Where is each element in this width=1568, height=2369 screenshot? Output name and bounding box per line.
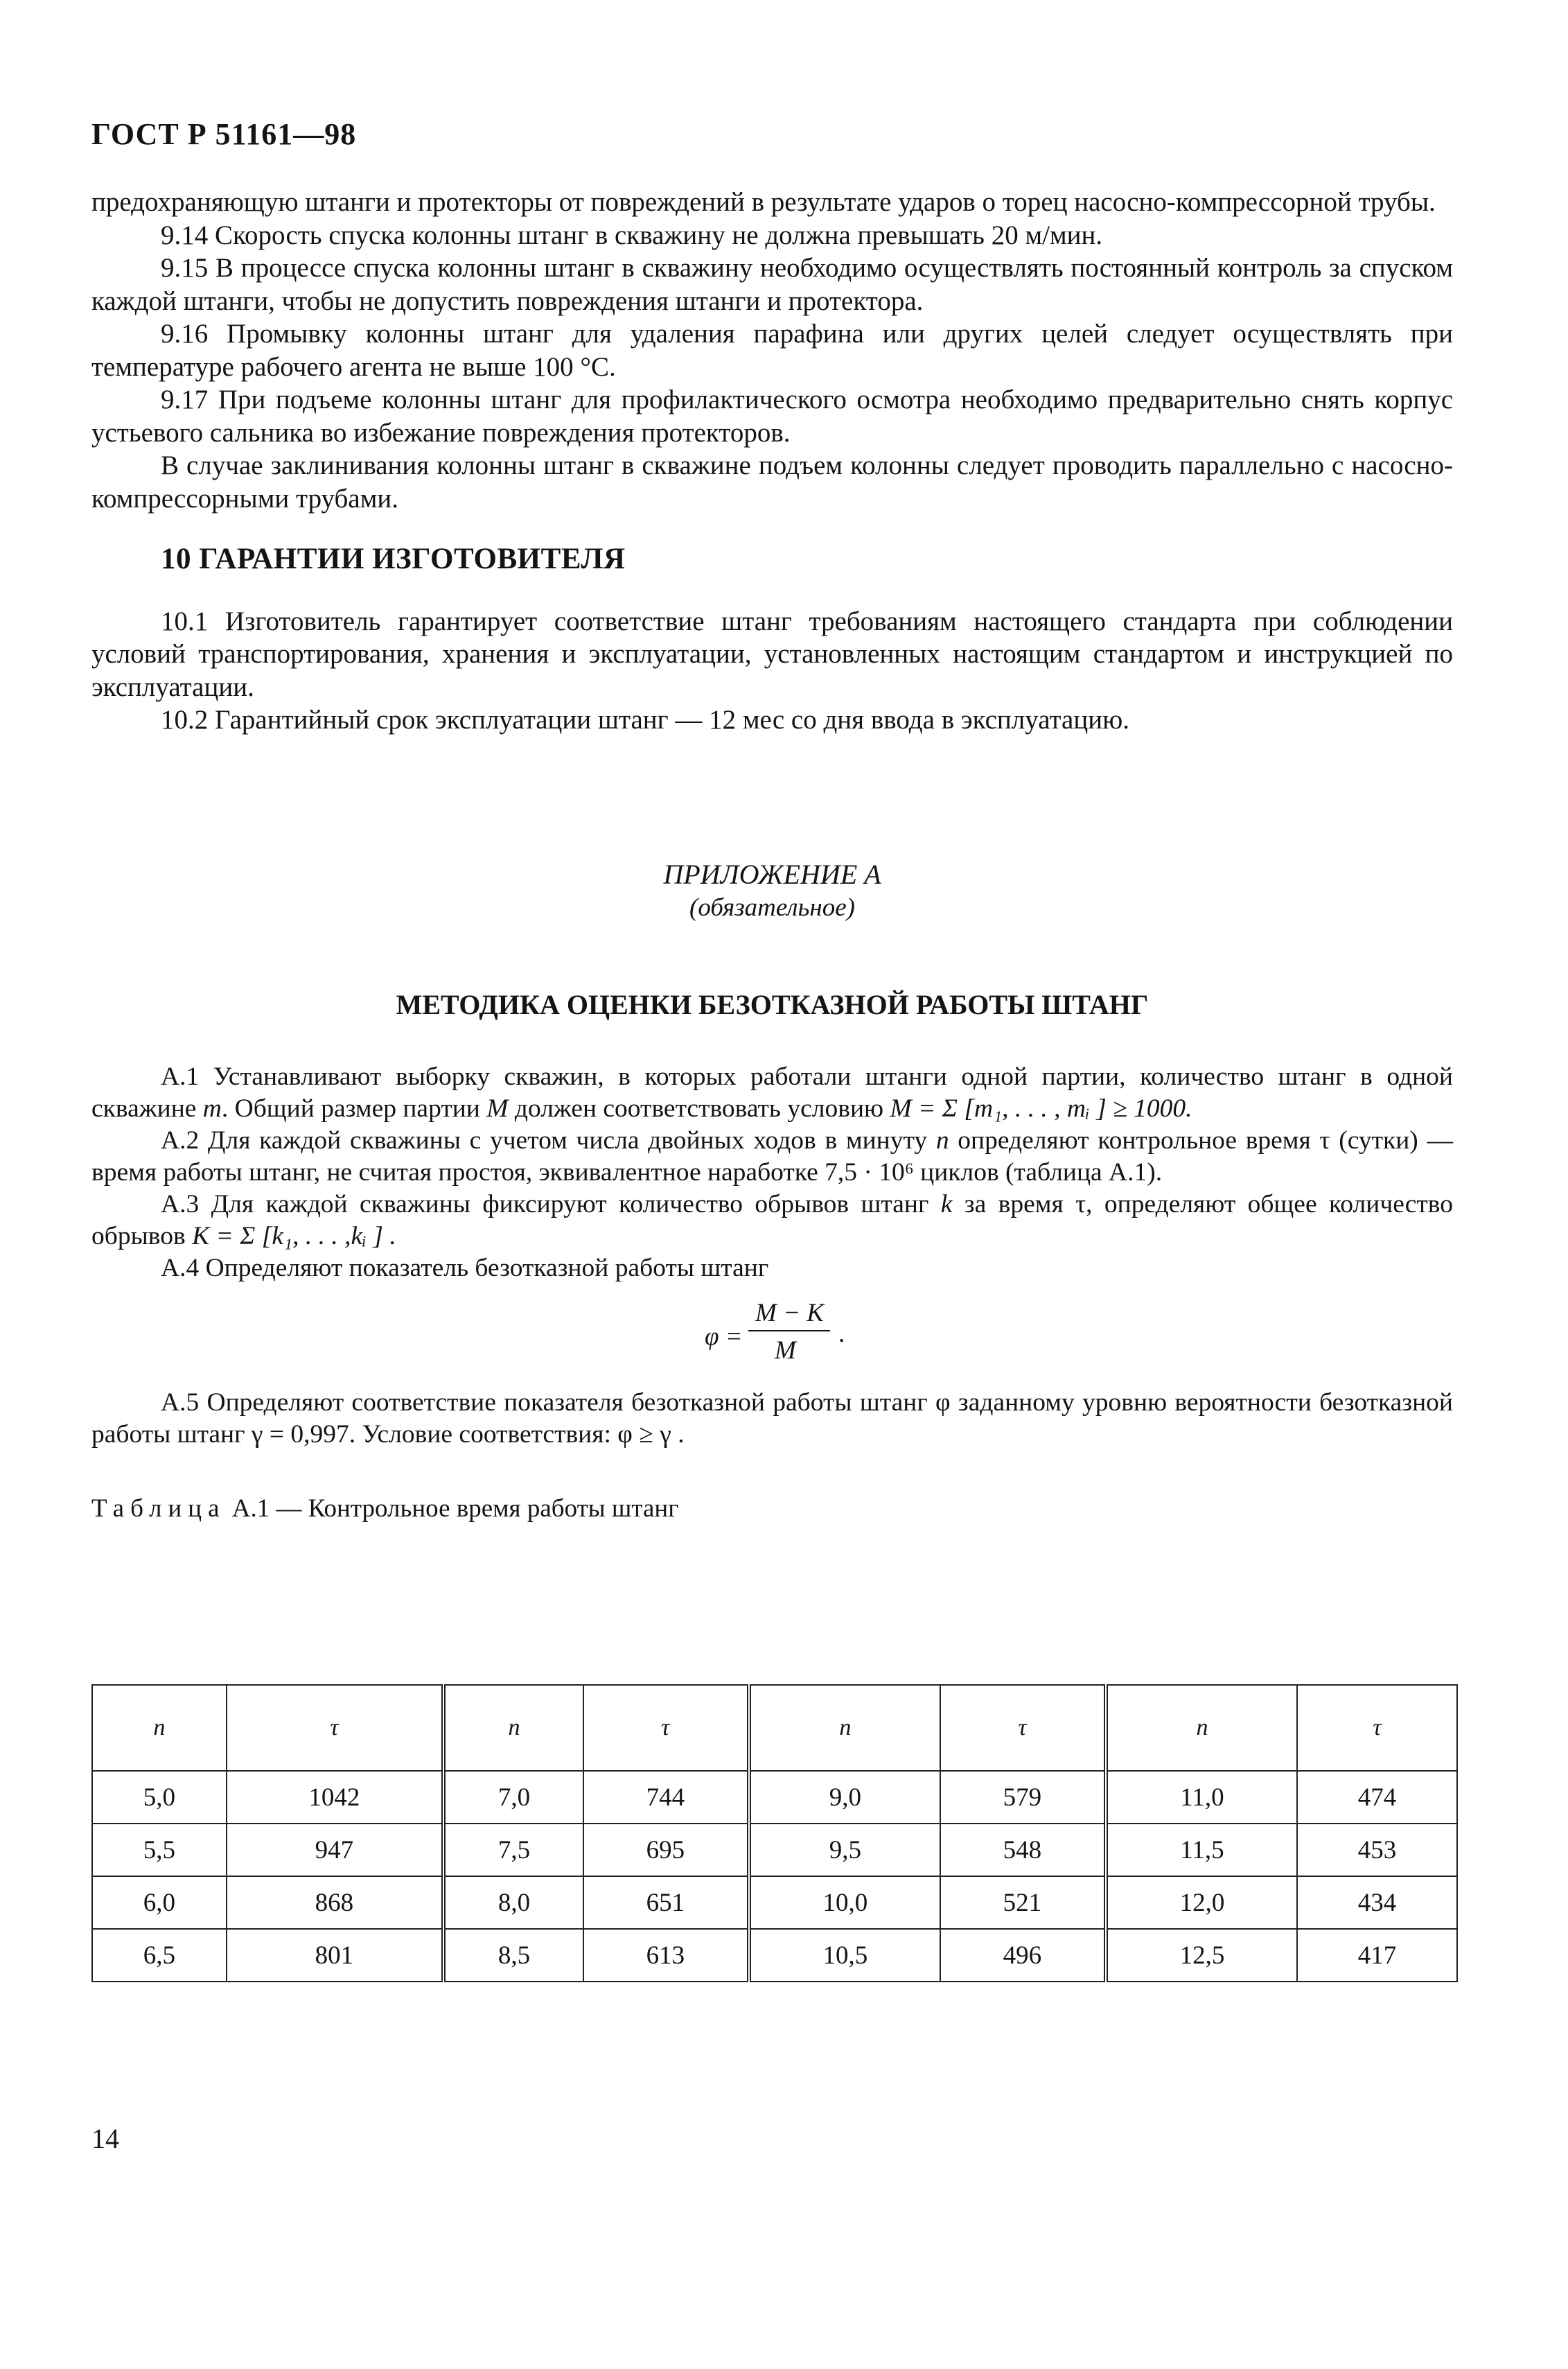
table-cell: 5,5 [92, 1824, 227, 1876]
paragraph-a3: А.3 Для каждой скважины фиксируют количество обрывов штанг k за время τ, определяют общее количество обрывов K = Σ [k₁, . . . ,kᵢ ] . [91, 1190, 1454, 1250]
table-cell: 548 [940, 1824, 1106, 1876]
table-cell: 868 [227, 1876, 443, 1929]
table-cell: 7,0 [443, 1771, 583, 1824]
table-cell: 496 [940, 1929, 1106, 1982]
table-cell: 651 [583, 1876, 749, 1929]
paragraph-9-17-continued: В случае заклинивания колонны штанг в скважине подъем колонны следует проводить параллельно с насосно-компрессорными трубами. [91, 451, 1453, 514]
reliability-formula [91, 1291, 1453, 1367]
table-cell: 801 [227, 1929, 443, 1982]
table-cell: 11,0 [1106, 1771, 1297, 1824]
paragraph-a1: А.1 Устанавливают выборку скважин, в которых работали штанги одной партии, количество штанг в одной скважине m. Общий размер партии M должен соответствовать условию M = Σ [m₁, . . . , mᵢ ] ≥ 1000. [91, 1063, 1453, 1123]
table-row [92, 1771, 1457, 1824]
section-10-heading: 10 ГАРАНТИИ ИЗГОТОВИТЕЛЯ [161, 543, 626, 575]
paragraph-continuation: предохраняющую штанги и протекторы от повреждений в результате ударов о торец насосно-компрессорной трубы. [91, 187, 1436, 217]
table-cell: 947 [227, 1824, 443, 1876]
table-header-cell: τ [227, 1685, 443, 1771]
table-cell: 695 [583, 1824, 749, 1876]
document-body [91, 186, 1453, 1526]
table-header-cell: τ [583, 1685, 749, 1771]
table-cell: 453 [1297, 1824, 1457, 1876]
table-cell: 434 [1297, 1876, 1457, 1929]
control-time-table [91, 1684, 1458, 1982]
table-header-cell: n [92, 1685, 227, 1771]
paragraph-a2: А.2 Для каждой скважины с учетом числа двойных ходов в минуту n определяют контрольное время τ (сутки) — время работы штанг, не считая простоя, эквивалентное наработке 7,5 · 10⁶ циклов (таблица А.1). [91, 1126, 1453, 1187]
table-cell: 9,0 [749, 1771, 940, 1824]
page-number: 14 [91, 2123, 119, 2154]
table-header-cell: τ [940, 1685, 1106, 1771]
table-cell: 5,0 [92, 1771, 227, 1824]
table-cell: 744 [583, 1771, 749, 1824]
table-cell: 8,5 [443, 1929, 583, 1982]
table-cell: 6,0 [92, 1876, 227, 1929]
table-cell: 9,5 [749, 1824, 940, 1876]
document-header: ГОСТ Р 51161—98 [91, 117, 357, 151]
table-row [92, 1929, 1457, 1982]
table-header-cell: τ [1297, 1685, 1457, 1771]
appendix-title: МЕТОДИКА ОЦЕНКИ БЕЗОТКАЗНОЙ РАБОТЫ ШТАНГ [396, 988, 1149, 1020]
formula-period: . [838, 1320, 845, 1348]
paragraph-9-14: 9.14 Скорость спуска колонны штанг в скважину не должна превышать 20 м/мин. [161, 220, 1103, 250]
table-cell: 7,5 [443, 1824, 583, 1876]
table-cell: 417 [1297, 1929, 1457, 1982]
table-cell: 12,5 [1106, 1929, 1297, 1982]
table-header-cell: n [749, 1685, 940, 1771]
table-caption: Таблица А.1 — Контрольное время работы штанг [91, 1494, 679, 1523]
appendix-label: ПРИЛОЖЕНИЕ А [663, 858, 881, 890]
table-cell: 10,5 [749, 1929, 940, 1982]
paragraph-10-1: 10.1 Изготовитель гарантирует соответствие штанг требованиям настоящего стандарта при соблюдении условий транспортирования, хранения и эксплуатации, установленных настоящим стандартом и инструкцией по эксплуатации. [91, 606, 1453, 702]
table-row [92, 1824, 1457, 1876]
table-cell: 579 [940, 1771, 1106, 1824]
table-cell: 12,0 [1106, 1876, 1297, 1929]
table-header-row [92, 1685, 1457, 1771]
table-cell: 521 [940, 1876, 1106, 1929]
formula-numerator: M − K [755, 1299, 824, 1327]
table-cell: 474 [1297, 1771, 1457, 1824]
paragraph-9-16: 9.16 Промывку колонны штанг для удаления парафина или других целей следует осуществлять при температуре рабочего агента не выше 100 °С. [91, 319, 1453, 382]
table-cell: 613 [583, 1929, 749, 1982]
table-cell: 6,5 [92, 1929, 227, 1982]
table-header-cell: n [1106, 1685, 1297, 1771]
table-header-cell: n [443, 1685, 583, 1771]
table-cell: 11,5 [1106, 1824, 1297, 1876]
formula-lhs: φ = [705, 1322, 743, 1351]
appendix-status: (обязательное) [689, 893, 855, 922]
paragraph-9-17: 9.17 При подъеме колонны штанг для профилактического осмотра необходимо предварительно снять корпус устьевого сальника во избежание повреждения протекторов. [91, 385, 1453, 448]
table-cell: 8,0 [443, 1876, 583, 1929]
table-row [92, 1876, 1457, 1929]
formula-fraction-bar [748, 1330, 830, 1331]
paragraph-a5: А.5 Определяют соответствие показателя безотказной работы штанг φ заданному уровню вероятности безотказной работы штанг γ = 0,997. Условие соответствия: φ ≥ γ . [91, 1388, 1453, 1449]
formula-denominator: M [775, 1336, 796, 1365]
table-cell: 10,0 [749, 1876, 940, 1929]
table-cell: 1042 [227, 1771, 443, 1824]
paragraph-10-2: 10.2 Гарантийный срок эксплуатации штанг — 12 мес со дня ввода в эксплуатацию. [161, 705, 1129, 735]
paragraph-9-15: 9.15 В процессе спуска колонны штанг в скважину необходимо осуществлять постоянный контроль за спуском каждой штанги, чтобы не допустить повреждения штанги и протектора. [91, 253, 1453, 316]
paragraph-a4: А.4 Определяют показатель безотказной работы штанг [161, 1254, 769, 1282]
